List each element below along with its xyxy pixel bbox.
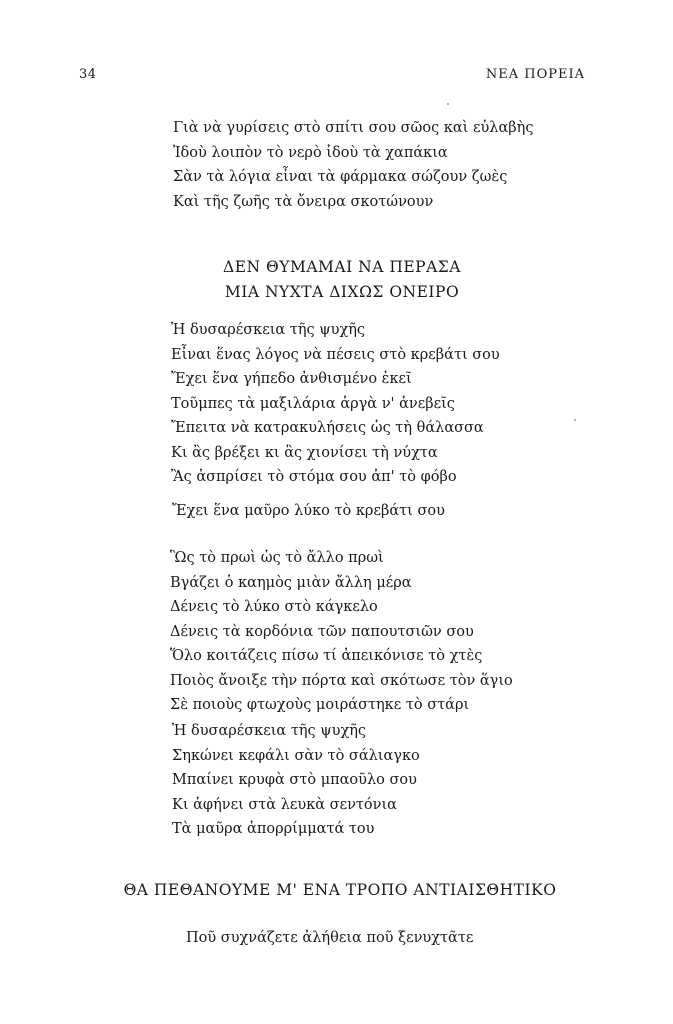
stanza — [186, 926, 473, 951]
poem-title-line: ΜΙΑ ΝΥΧΤΑ ΔΙΧΩΣ ΟΝΕΙΡΟ — [224, 283, 460, 301]
poem-line: Ποῦ συχνάζετε ἀλήθεια ποῦ ξενυχτᾶτε — [186, 930, 474, 946]
poem-line: Τοῦμπες τὰ μαξιλάρια ἀργὰ ν' ἀνεβεῖς — [171, 395, 455, 412]
poem-line: Καὶ τῆς ζωῆς τὰ ὄνειρα σκοτώνουν — [173, 193, 434, 210]
poem-line: Ἡ δυσαρέσκεια τῆς ψυχῆς — [171, 322, 366, 338]
poem-line: Σὰν τὰ λόγια εἶναι τὰ φάρμακα σώζουν ζωὲς — [173, 169, 508, 185]
poem-line: Μπαίνει κρυφὰ στὸ μπαοῦλο σου — [172, 772, 417, 788]
poem-line: Ἡ δυσαρέσκεια τῆς ψυχῆς — [172, 723, 367, 739]
poem-line: Ἔπειτα νὰ κατρακυλήσεις ὡς τὴ θάλασσα — [171, 420, 484, 436]
stanza — [170, 546, 513, 718]
poem-line: Γιὰ νὰ γυρίσεις στὸ σπίτι σου σῶος καὶ εὐλαβὴς — [173, 120, 534, 136]
poem-line: Κι ἂς βρέξει κι ἂς χιονίσει τὴ νύχτα — [171, 444, 438, 461]
stanza — [172, 499, 445, 524]
stanza — [171, 318, 500, 490]
poem-line: Βγάζει ὁ καημὸς μιὰν ἄλλη μέρα — [170, 574, 412, 591]
poem-title — [110, 878, 570, 903]
poem-line: Ἰδοὺ λοιπὸν τὸ νερὸ ἰδοὺ τὰ χαπάκια — [173, 144, 448, 161]
intro-stanza — [173, 116, 533, 214]
poem-line: Ποιὸς ἄνοιξε τὴν πόρτα καὶ σκότωσε τὸν ἅγιο — [170, 672, 513, 689]
poem-line: Ἂς ἀσπρίσει τὸ στόμα σου ἀπ' τὸ φόβο — [171, 469, 457, 485]
speck — [447, 103, 449, 105]
stanza — [172, 719, 420, 842]
running-head: ΝΕΑ ΠΟΡΕΙΑ — [485, 67, 585, 82]
page-number: 34 — [79, 67, 97, 82]
poem-line: Δένεις τὸ λύκο στὸ κάγκελο — [170, 599, 378, 615]
poem-title-line: ΔΕΝ ΘΥΜΑΜΑΙ ΝΑ ΠΕΡΑΣΑ — [223, 258, 461, 276]
poem-line: Σηκώνει κεφάλι σὰν τὸ σάλιαγκο — [172, 747, 420, 764]
poem-title-line: ΘΑ ΠΕΘΑΝΟΥΜΕ Μ' ΕΝΑ ΤΡΟΠΟ ΑΝΤΙΑΙΣΘΗΤΙΚΟ — [123, 881, 557, 899]
speck — [574, 419, 576, 421]
poem-line: Εἶναι ἕνας λόγος νὰ πέσεις στὸ κρεβάτι σου — [171, 346, 500, 363]
poem-title — [172, 255, 512, 305]
poem-line: Δένεις τὰ κορδόνια τῶν παπουτσιῶν σου — [170, 623, 474, 640]
poem-line: Ἔχει ἕνα μαῦρο λύκο τὸ κρεβάτι σου — [172, 503, 445, 519]
poem-line: Τὰ μαῦρα ἀπορρίμματά του — [172, 821, 375, 837]
poem-line: Ὅλο κοιτάζεις πίσω τί ἀπεικόνισε τὸ χτὲς — [170, 648, 483, 664]
poem-line: Σὲ ποιοὺς φτωχοὺς μοιράστηκε τὸ στάρι — [170, 697, 470, 713]
poem-line: Ἔχει ἕνα γήπεδο ἀνθισμένο ἐκεῖ — [171, 371, 412, 387]
poem-line: Κι ἀφήνει στὰ λευκὰ σεντόνια — [172, 796, 397, 813]
poem-line: Ὣς τὸ πρωὶ ὡς τὸ ἄλλο πρωὶ — [170, 550, 384, 566]
